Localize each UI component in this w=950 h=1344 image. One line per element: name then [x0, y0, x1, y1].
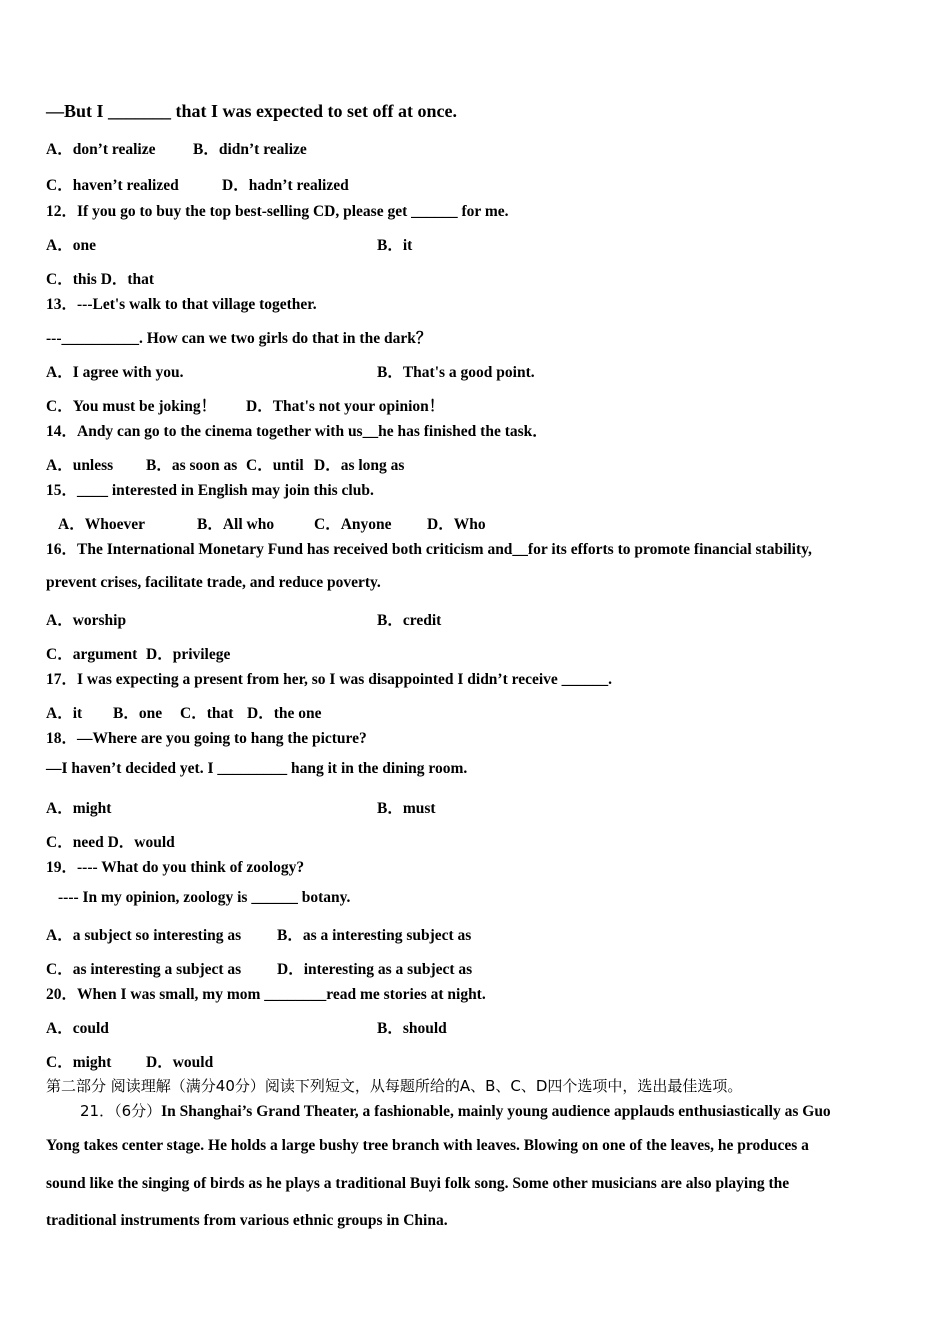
q17-option-c[interactable]: C．that	[180, 705, 234, 722]
q14-stem: 14．Andy can go to the cinema together with us__he has finished the task．	[46, 423, 548, 440]
q21-number: 21．（6分）	[80, 1102, 162, 1120]
q17-option-b[interactable]: B．one	[113, 705, 163, 722]
q21-line3: sound like the singing of birds as he plays a traditional Buyi folk song. Some other musicians are also playing the	[46, 1175, 790, 1192]
q16-stem-line2: prevent crises, facilitate trade, and reduce poverty.	[46, 574, 381, 591]
q20-option-a[interactable]: A．could	[46, 1020, 109, 1037]
q21-first-line	[80, 1100, 831, 1121]
q16-stem-line1: 16．The International Monetary Fund has received both criticism and__for its efforts to promote financial stability,	[46, 541, 812, 558]
q13-option-b[interactable]: B．That's a good point.	[377, 364, 535, 381]
q19-option-c[interactable]: C．as interesting a subject as	[46, 961, 242, 978]
q11-option-c[interactable]: C．haven’t realized	[46, 177, 179, 194]
q18-reply: —I haven’t decided yet. I _________ hang it in the dining room.	[46, 760, 468, 777]
q13-option-d[interactable]: D．That's not your opinion！	[246, 398, 445, 415]
q11-reply: —But I _______ that I was expected to set off at once.	[46, 101, 457, 121]
q14-option-c[interactable]: C．until	[246, 457, 304, 474]
q19-reply: ---- In my opinion, zoology is ______ botany.	[58, 889, 351, 906]
section-heading: 第二部分 阅读理解（满分40分）阅读下列短文，从每题所给的A、B、C、D四个选项中，选出最佳选项。	[46, 1077, 743, 1095]
q13-option-a[interactable]: A．I agree with you.	[46, 364, 184, 381]
q19-option-b[interactable]: B．as a interesting subject as	[277, 927, 472, 944]
q20-option-c[interactable]: C．might	[46, 1054, 112, 1071]
q14-option-a[interactable]: A．unless	[46, 457, 114, 474]
q16-option-a[interactable]: A．worship	[46, 612, 127, 629]
q15-option-d[interactable]: D．Who	[427, 516, 486, 533]
q13-option-c[interactable]: C．You must be joking！	[46, 398, 217, 415]
q16-option-c[interactable]: C．argument	[46, 646, 138, 663]
q19-option-a[interactable]: A．a subject so interesting as	[46, 927, 242, 944]
q12-stem: 12．If you go to buy the top best-selling CD, please get ______ for me.	[46, 203, 509, 220]
q15-stem: 15．____ interested in English may join this club.	[46, 482, 374, 499]
q11-option-a[interactable]: A．don’t realize	[46, 141, 156, 158]
q20-option-d[interactable]: D．would	[146, 1054, 214, 1071]
q11-option-d[interactable]: D．hadn’t realized	[222, 177, 349, 194]
q17-option-a[interactable]: A．it	[46, 705, 83, 722]
q13-reply: ---__________. How can we two girls do that in the dark？	[46, 330, 432, 347]
q21-line2: Yong takes center stage. He holds a large bushy tree branch with leaves. Blowing on one of the leaves, he produces a	[46, 1137, 809, 1154]
q21-line1: In Shanghai’s Grand Theater, a fashionable, mainly young audience applauds enthusiastically as Guo	[161, 1103, 831, 1120]
q15-option-b[interactable]: B．All who	[197, 516, 275, 533]
q18-option-a[interactable]: A．might	[46, 800, 112, 817]
q19-stem: 19．---- What do you think of zoology?	[46, 859, 305, 876]
q14-option-d[interactable]: D．as long as	[314, 457, 405, 474]
q12-option-a[interactable]: A．one	[46, 237, 96, 254]
q17-option-d[interactable]: D．the one	[247, 705, 322, 722]
q20-option-b[interactable]: B．should	[377, 1020, 447, 1037]
q21-line4: traditional instruments from various ethnic groups in China.	[46, 1212, 448, 1229]
q19-option-d[interactable]: D．interesting as a subject as	[277, 961, 473, 978]
q18-stem: 18．—Where are you going to hang the picture?	[46, 730, 367, 747]
q16-option-d[interactable]: D．privilege	[146, 646, 231, 663]
q14-option-b[interactable]: B．as soon as	[146, 457, 238, 474]
q15-option-a[interactable]: A．Whoever	[58, 516, 145, 533]
q12-option-b[interactable]: B．it	[377, 237, 413, 254]
q16-option-b[interactable]: B．credit	[377, 612, 442, 629]
q13-stem: 13．---Let's walk to that village together.	[46, 296, 317, 313]
q12-option-cd[interactable]: C．this D．that	[46, 271, 155, 288]
q18-option-b[interactable]: B．must	[377, 800, 436, 817]
q18-option-cd[interactable]: C．need D．would	[46, 834, 175, 851]
q11-option-b[interactable]: B．didn’t realize	[193, 141, 307, 158]
q15-option-c[interactable]: C．Anyone	[314, 516, 392, 533]
q17-stem: 17．I was expecting a present from her, so I was disappointed I didn’t receive ______.	[46, 671, 613, 688]
q20-stem: 20．When I was small, my mom ________read me stories at night.	[46, 986, 486, 1003]
